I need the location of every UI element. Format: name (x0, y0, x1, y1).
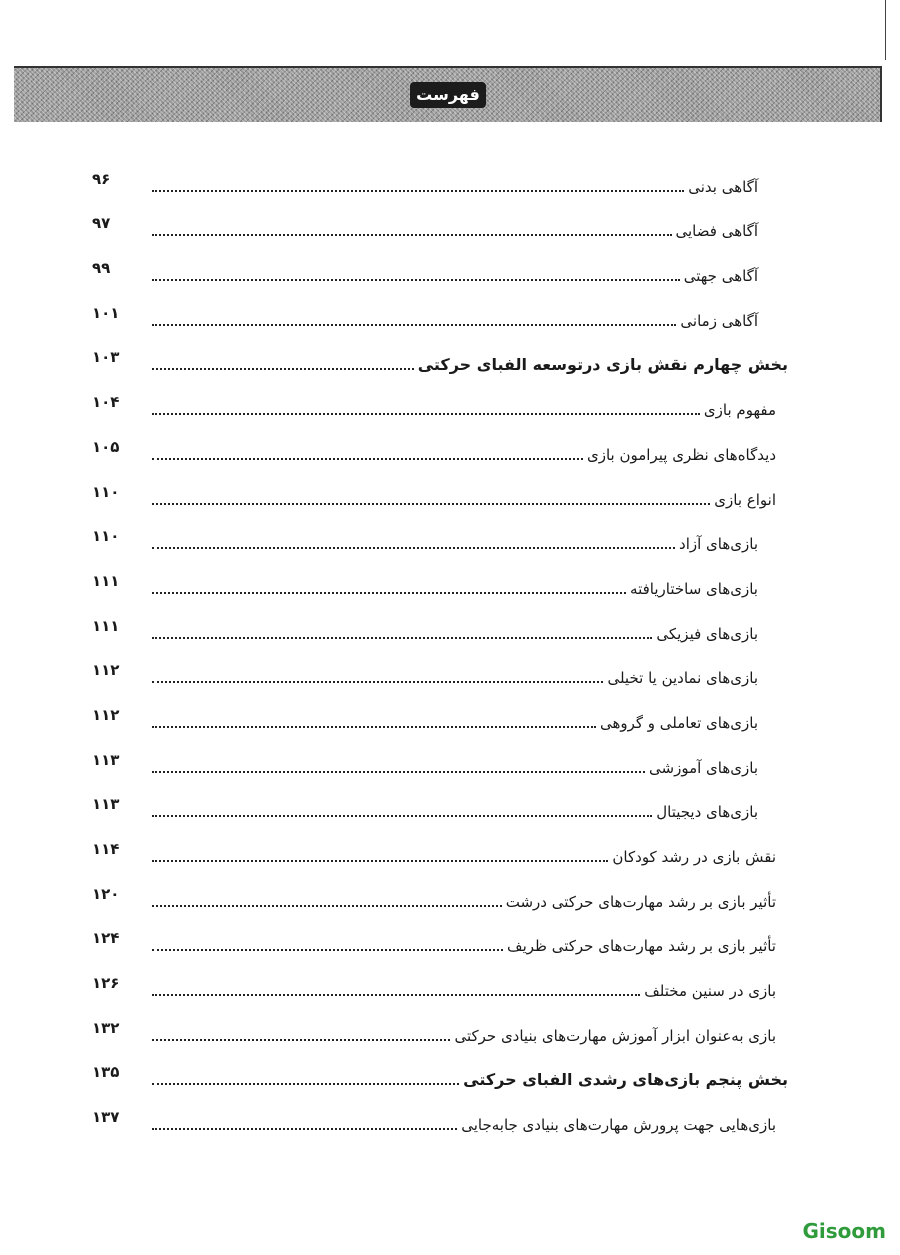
toc-row (92, 290, 788, 335)
toc-page-number: ۱۲۰ (92, 884, 120, 903)
table-of-contents (92, 156, 788, 1139)
toc-entry-title: تأثیر بازی بر رشد مهارت‌های حرکتی ظریف (507, 937, 776, 956)
toc-entry-title: بازی‌های آموزشی (649, 758, 758, 777)
toc-dot-leader (152, 1128, 457, 1130)
toc-entry-title: بازی‌هایی جهت پرورش مهارت‌های بنیادی جابه‌جایی (461, 1116, 776, 1135)
toc-row (92, 558, 788, 603)
toc-dot-leader (152, 279, 680, 281)
toc-entry-title: بازی‌های نمادین یا تخیلی (607, 669, 758, 688)
toc-row (92, 648, 788, 693)
toc-page-number: ۹۷ (92, 214, 111, 233)
toc-page-number: ۱۱۲ (92, 705, 120, 724)
toc-page-number: ۱۳۲ (92, 1018, 120, 1037)
toc-dot-leader (152, 1039, 450, 1041)
toc-page-number: ۱۱۴ (92, 840, 120, 858)
toc-page-number: ۱۱۱ (92, 616, 120, 635)
toc-row (92, 692, 788, 737)
toc-page-number: ۹۹ (92, 259, 111, 278)
toc-row (92, 603, 788, 648)
toc-entry-title: آگاهی فضایی (675, 222, 758, 241)
toc-dot-leader (152, 815, 652, 817)
toc-dot-leader (152, 905, 502, 907)
toc-dot-leader (152, 1083, 459, 1085)
toc-row (92, 782, 788, 827)
toc-dot-leader (152, 234, 672, 236)
toc-page-number: ۱۲۶ (92, 974, 120, 993)
toc-entry-title: تأثیر بازی بر رشد مهارت‌های حرکتی درشت (505, 892, 776, 911)
toc-page-number: ۱۰۳ (92, 348, 120, 367)
toc-page-number: ۱۱۲ (92, 661, 120, 680)
toc-page-number: ۱۱۳ (92, 795, 120, 814)
toc-page-number: ۹۶ (92, 169, 111, 188)
toc-dot-leader (152, 994, 640, 996)
toc-page-number: ۱۲۴ (92, 929, 120, 948)
toc-entry-title: بازی‌های آزاد (679, 535, 758, 554)
toc-page-number: ۱۰۱ (92, 303, 120, 322)
toc-dot-leader (152, 592, 626, 594)
toc-page-number: ۱۱۱ (92, 571, 120, 590)
toc-row (92, 201, 788, 246)
toc-row (92, 1005, 788, 1050)
toc-entry-title: آگاهی جهتی (683, 267, 758, 286)
toc-entry-title: بازی به‌عنوان ابزار آموزش مهارت‌های بنیادی حرکتی (454, 1026, 776, 1045)
toc-entry-title: نقش بازی در رشد کودکان (612, 848, 776, 866)
toc-entry-title: بخش چهارم نقش بازی درتوسعه الفبای حرکتی (417, 355, 788, 375)
page-title: فهرست (410, 82, 486, 108)
toc-row (92, 737, 788, 782)
toc-section-row (92, 335, 788, 380)
toc-entry-title: بازی‌های ساختاریافته (630, 579, 758, 598)
toc-row (92, 871, 788, 916)
toc-dot-leader (152, 190, 684, 192)
toc-entry-title: بازی‌های دیجیتال (656, 803, 758, 822)
toc-dot-leader (152, 503, 710, 505)
toc-dot-leader (152, 324, 676, 326)
toc-dot-leader (152, 368, 414, 370)
toc-row (92, 1094, 788, 1139)
toc-row (92, 960, 788, 1005)
toc-entry-title: بازی در سنین مختلف (644, 982, 776, 1001)
toc-row (92, 916, 788, 961)
toc-row (92, 156, 788, 201)
toc-dot-leader (152, 458, 583, 460)
toc-dot-leader (152, 637, 652, 639)
toc-page-number: ۱۱۳ (92, 750, 120, 769)
toc-entry-title: دیدگاه‌های نظری پیرامون بازی (587, 445, 776, 464)
toc-dot-leader (152, 547, 675, 549)
toc-entry-title: آگاهی بدنی (688, 177, 758, 196)
toc-dot-leader (152, 771, 645, 773)
toc-row (92, 424, 788, 469)
toc-page-number: ۱۳۷ (92, 1108, 120, 1127)
toc-page-number: ۱۱۰ (92, 482, 120, 501)
toc-row (92, 245, 788, 290)
toc-row (92, 469, 788, 514)
toc-entry-title: بازی‌های فیزیکی (656, 624, 758, 643)
toc-entry-title: مفهوم بازی (703, 401, 776, 420)
toc-entry-title: انواع بازی (714, 490, 776, 509)
toc-entry-title: آگاهی زمانی (680, 311, 758, 330)
toc-dot-leader (152, 681, 603, 683)
toc-page-number: ۱۰۴ (92, 393, 120, 412)
toc-page-number: ۱۳۵ (92, 1063, 120, 1082)
toc-dot-leader (152, 949, 503, 951)
toc-row (92, 514, 788, 559)
toc-row (92, 826, 788, 871)
site-logo: Gisoom (802, 1219, 886, 1243)
toc-page-number: ۱۰۵ (92, 437, 120, 456)
toc-section-row (92, 1050, 788, 1095)
toc-entry-title: بازی‌های تعاملی و گروهی (599, 713, 758, 732)
toc-entry-title: بخش پنجم بازی‌های رشدی الفبای حرکتی (463, 1070, 788, 1090)
toc-row (92, 379, 788, 424)
toc-dot-leader (152, 726, 596, 728)
page-edge-line (885, 0, 886, 60)
toc-dot-leader (152, 413, 700, 415)
toc-page-number: ۱۱۰ (92, 527, 120, 546)
toc-dot-leader (152, 860, 608, 862)
